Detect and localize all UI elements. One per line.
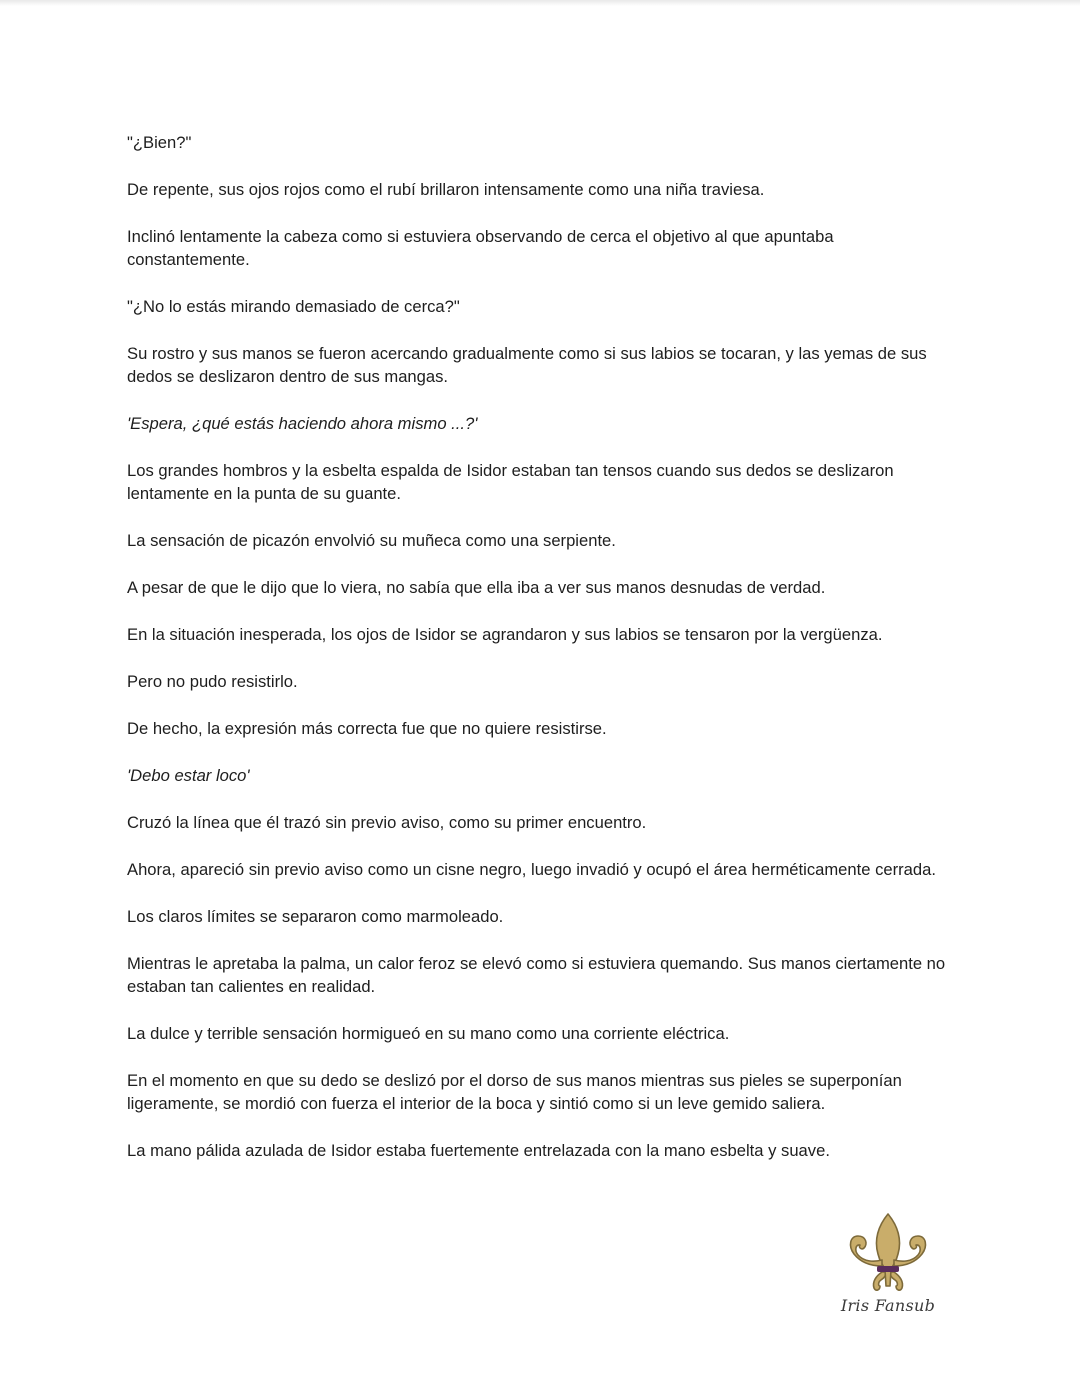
paragraph: Cruzó la línea que él trazó sin previo aviso, como su primer encuentro.	[127, 813, 647, 832]
paragraph: La mano pálida azulada de Isidor estaba fuertemente entrelazada con la mano esbelta y suave.	[127, 1141, 830, 1160]
iris-fansub-watermark	[838, 1210, 938, 1325]
paragraph: Los grandes hombros y la esbelta espalda de Isidor estaban tan tensos cuando sus dedos se deslizaron lentamente en la punta de su guante.	[127, 461, 894, 503]
paragraph: En el momento en que su dedo se deslizó por el dorso de sus manos mientras sus pieles se superponían ligeramente, se mordió con fuerza el interior de la boca y sintió como si un leve gemido saliera.	[127, 1071, 902, 1113]
paragraph: A pesar de que le dijo que lo viera, no sabía que ella iba a ver sus manos desnudas de verdad.	[127, 578, 826, 597]
paragraph: "¿Bien?"	[127, 133, 192, 152]
inner-thought-paragraph: 'Espera, ¿qué estás haciendo ahora mismo ...?'	[127, 414, 478, 433]
paragraph: Su rostro y sus manos se fueron acercando gradualmente como si sus labios se tocaran, y las yemas de sus dedos se deslizaron dentro de sus mangas.	[127, 344, 927, 386]
paragraph: Los claros límites se separaron como marmoleado.	[127, 907, 504, 926]
paragraph: "¿No lo estás mirando demasiado de cerca?"	[127, 297, 460, 316]
paragraph: La sensación de picazón envolvió su muñeca como una serpiente.	[127, 531, 616, 550]
paragraph: La dulce y terrible sensación hormigueó en su mano como una corriente eléctrica.	[127, 1024, 730, 1043]
paragraph: En la situación inesperada, los ojos de Isidor se agrandaron y sus labios se tensaron por la vergüenza.	[127, 625, 883, 644]
paragraph: De repente, sus ojos rojos como el rubí brillaron intensamente como una niña traviesa.	[127, 180, 765, 199]
inner-thought-paragraph: 'Debo estar loco'	[127, 766, 250, 785]
paragraph: Pero no pudo resistirlo.	[127, 672, 298, 691]
paragraph: De hecho, la expresión más correcta fue que no quiere resistirse.	[127, 719, 607, 738]
paragraph: Ahora, apareció sin previo aviso como un cisne negro, luego invadió y ocupó el área herméticamente cerrada.	[127, 860, 936, 879]
paragraph: Mientras le apretaba la palma, un calor feroz se elevó como si estuviera quemando. Sus manos ciertamente no estaban tan calientes en realidad.	[127, 954, 946, 996]
watermark-text: Iris Fansub	[840, 1296, 936, 1315]
document-page	[127, 131, 957, 1186]
paragraph: Inclinó lentamente la cabeza como si estuviera observando de cerca el objetivo al que apuntaba constantemente.	[127, 227, 834, 269]
fleur-de-lis-icon	[838, 1210, 938, 1296]
page-top-edge	[0, 0, 1080, 6]
